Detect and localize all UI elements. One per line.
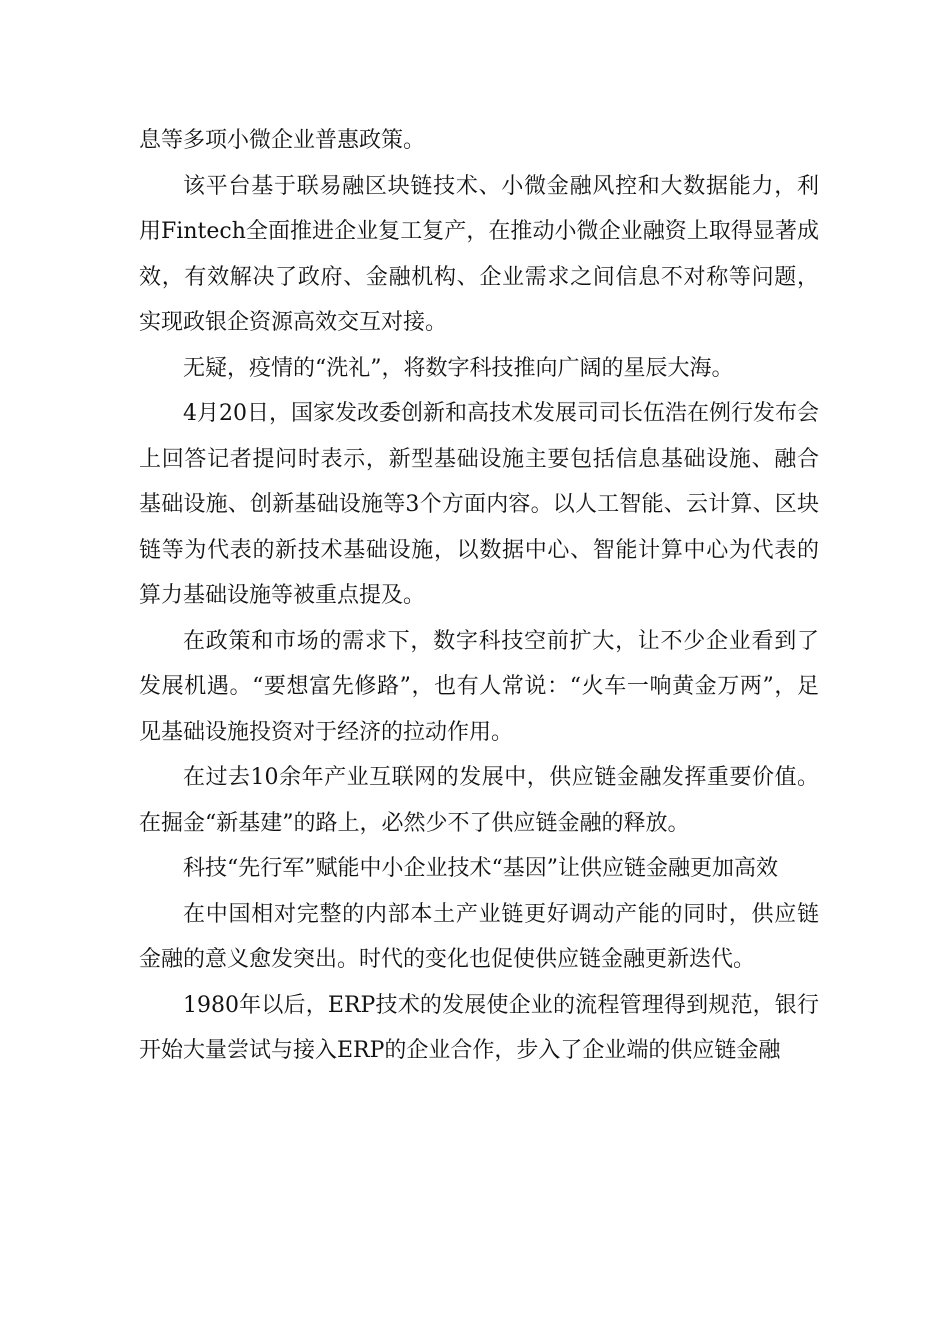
paragraph-7: 在中国相对完整的内部本土产业链更好调动产能的同时，供应链金融的意义愈发突出。时代的变化也促使供应链金融更新迭代。: [139, 901, 819, 972]
paragraph-3: 无疑，疫情的“洗礼”，将数字科技推向广阔的星辰大海。: [183, 355, 734, 381]
document-body: [139, 118, 819, 1074]
paragraph-6: 在过去10余年产业互联网的发展中，供应链金融发挥重要价值。在掘金“新基建”的路上，必然少不了供应链金融的释放。: [139, 765, 819, 836]
paragraph-1: 息等多项小微企业普惠政策。: [139, 128, 426, 153]
paragraph-5: 在政策和市场的需求下，数字科技空前扩大，让不少企业看到了发展机遇。“要想富先修路”，也有人常说：“火车一响黄金万两”，足见基础设施投资对于经济的拉动作用。: [139, 628, 819, 745]
paragraph-8: 1980年以后，ERP技术的发展使企业的流程管理得到规范，银行开始大量尝试与接入ERP的企业合作，步入了企业端的供应链金融: [139, 992, 819, 1063]
paragraph-2: 该平台基于联易融区块链技术、小微金融风控和大数据能力，利用Fintech全面推进企业复工复产，在推动小微企业融资上取得显著成效，有效解决了政府、金融机构、企业需求之间信息不对称等问题，实现政银企资源高效交互对接。: [139, 173, 819, 335]
paragraph-4: 4月20日，国家发改委创新和高技术发展司司长伍浩在例行发布会上回答记者提问时表示，新型基础设施主要包括信息基础设施、融合基础设施、创新基础设施等3个方面内容。以人工智能、云计算、区块链等为代表的新技术基础设施，以数据中心、智能计算中心为代表的算力基础设施等被重点提及。: [139, 401, 819, 608]
section-heading: 科技“先行军”赋能中小企业技术“基因”让供应链金融更加高效: [183, 856, 778, 881]
